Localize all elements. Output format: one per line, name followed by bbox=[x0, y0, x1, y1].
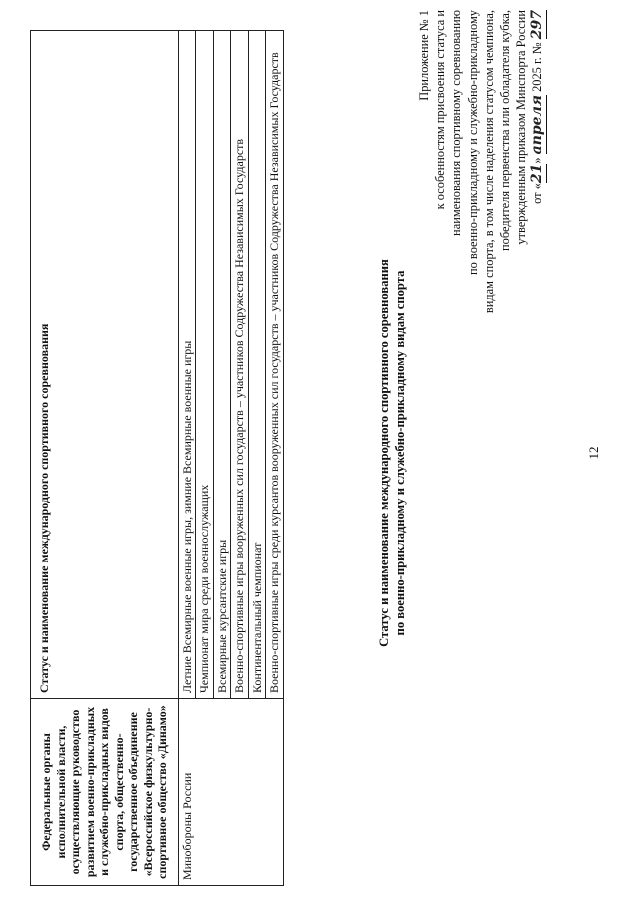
page-number: 12 bbox=[586, 446, 601, 460]
appendix-header bbox=[416, 10, 547, 330]
appendix-line: по военно-прикладному и служебно-прикладному bbox=[465, 10, 480, 275]
title-line: Статус и наименование международного спортивного соревнования bbox=[377, 259, 391, 647]
date-prefix: от « bbox=[530, 183, 545, 204]
competition-cell: Чемпионат мира среди военнослужащих bbox=[196, 31, 214, 699]
handwritten-order-number: 297 bbox=[529, 10, 546, 40]
title-line: по военно-прикладному и служебно-прикладному видам спорта bbox=[393, 270, 407, 636]
table-row bbox=[178, 31, 196, 886]
competition-cell: Континентальный чемпионат bbox=[248, 31, 266, 699]
appendix-line: видам спорта, в том числе наделения статусом чемпиона, bbox=[481, 10, 496, 314]
document-title bbox=[376, 0, 408, 906]
appendix-line: к особенностям присвоения статуса и bbox=[433, 10, 448, 210]
competition-cell: Всемирные курсантские игры bbox=[213, 31, 231, 699]
competition-cell: Военно-спортивные игры среди курсантов вооруженных сил государств – участников Содружества Независимых Государств bbox=[266, 31, 284, 699]
handwritten-month: апреля bbox=[529, 95, 546, 155]
header-org: Федеральные органы исполнительной власти, осуществляющие руководство развитием военно-прикладных и служебно-прикладных видов спорта, общественно-государственное объединение «Всероссийское физкультурно-спортивное общество «Динамо» bbox=[31, 699, 179, 886]
appendix-line: утвержденным приказом Минспорта России bbox=[514, 10, 529, 245]
date-separator: » bbox=[530, 154, 545, 164]
competition-cell: Военно-спортивные игры вооруженных сил государств – участников Содружества Независимых Государств bbox=[231, 31, 249, 699]
status-table bbox=[30, 30, 284, 886]
handwritten-day: 21 bbox=[529, 163, 546, 184]
org-cell: Минобороны России bbox=[178, 699, 283, 886]
appendix-line: победителя первенства или обладателя кубка, bbox=[498, 10, 513, 251]
date-year: 2025 г. № bbox=[530, 39, 545, 96]
header-status: Статус и наименование международного спортивного соревнования bbox=[31, 31, 179, 699]
appendix-line: наименования спортивному соревнованию bbox=[449, 10, 464, 236]
appendix-date-line bbox=[529, 10, 546, 330]
competition-cell: Летние Всемирные военные игры, зимние Всемирные военные игры bbox=[178, 31, 196, 699]
appendix-line: Приложение № 1 bbox=[417, 10, 431, 101]
table-header-row bbox=[31, 31, 179, 886]
